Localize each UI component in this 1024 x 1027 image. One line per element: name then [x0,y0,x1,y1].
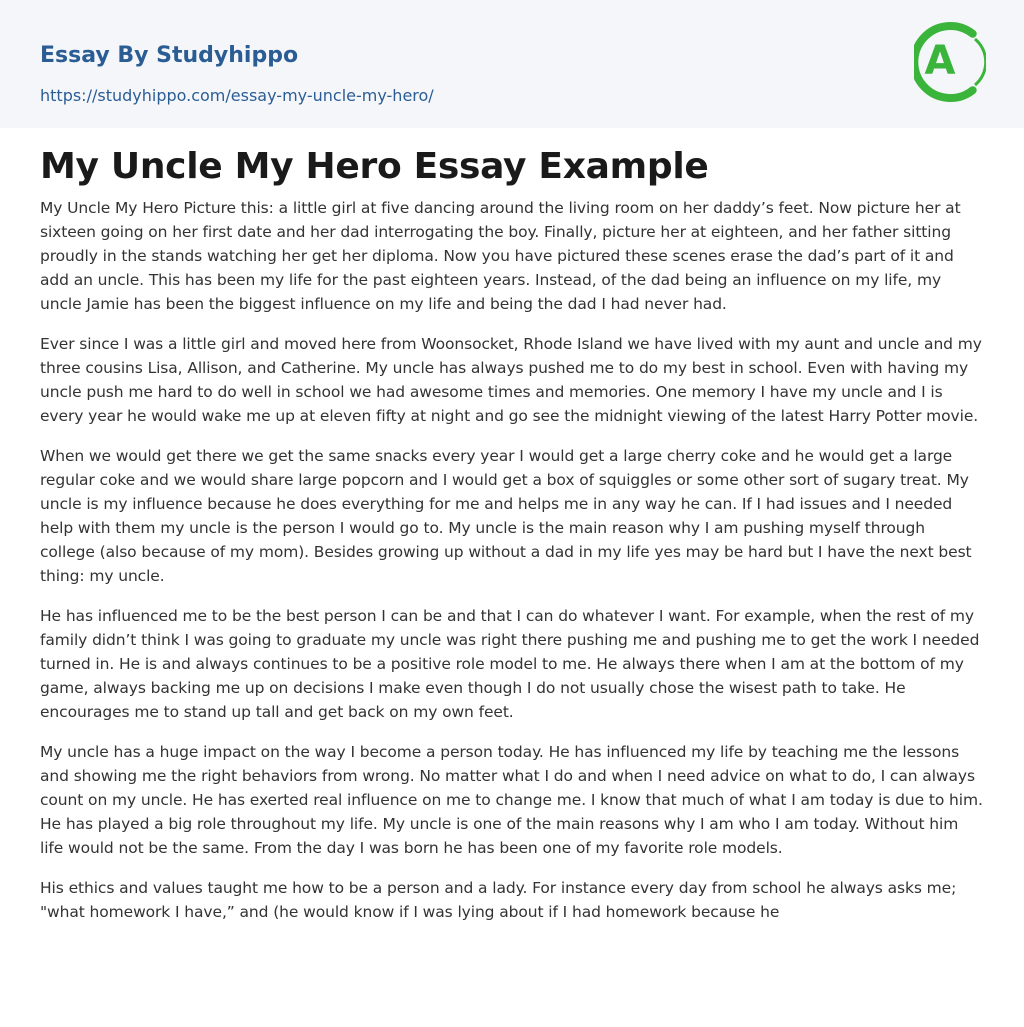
essay-paragraph: He has influenced me to be the best person I can be and that I can do whatever I want. For example, when the rest of my family didn’t think I was going to graduate my uncle was right there pushing me and pushing me to get the work I needed turned in. He is and always continues to be a positive role model to me. He always there when I am at the bottom of my game, always backing me up on decisions I make even though I do not usually chose the wisest path to take. He encourages me to stand up tall and get back on my own feet. [40,607,980,721]
essay-paragraph: My Uncle My Hero Picture this: a little girl at five dancing around the living room on her daddy’s feet. Now picture her at sixteen going on her first date and her dad interrogating the boy. Finally, picture her at eighteen, and her father sitting proudly in the stands watching her get her diploma. Now you have pictured these scenes erase the dad’s part of it and add an uncle. This has been my life for the past eighteen years. Instead, of the dad being an influence on my life, my uncle Jamie has been the biggest influence on my life and being the dad I had never had. [40,199,961,313]
essay-paragraph: Ever since I was a little girl and moved here from Woonsocket, Rhode Island we have lived with my aunt and uncle and my three cousins Lisa, Allison, and Catherine. My uncle has always pushed me to do my best in school. Even with having my uncle push me hard to do well in school we had awesome times and memories. One memory I have my uncle and I is every year he would wake me up at eleven fifty at night and go see the midnight viewing of the latest Harry Potter movie. [40,335,982,425]
site-title[interactable]: Essay By Studyhippo [40,43,299,68]
page-url-link[interactable]: https://studyhippo.com/essay-my-uncle-my-hero/ [40,86,434,105]
essay-body [40,196,984,924]
essay-paragraph: My uncle has a huge impact on the way I become a person today. He has influenced my life by teaching me the lessons and showing me the right behaviors from wrong. No matter what I do and when I need advice on what to do, I can always count on my uncle. He has exerted real influence on me to change me. I know that much of what I am today is due to him. He has played a big role throughout my life. My uncle is one of the main reasons why I am who I am today. Without him life would not be the same. From the day I was born he has been one of my favorite role models. [40,743,983,857]
studyhippo-logo-icon[interactable] [914,20,986,104]
page-title: My Uncle My Hero Essay Example [40,146,709,187]
site-header [0,0,1024,128]
essay-paragraph: When we would get there we get the same snacks every year I would get a large cherry coke and he would get a large regular coke and we would share large popcorn and I would get a box of squiggles or some other sort of sugary treat. My uncle is my influence because he does everything for me and helps me in any way he can. If I had issues and I needed help with them my uncle is the person I would go to. My uncle is the main reason why I am pushing myself through college (also because of my mom). Besides growing up without a dad in my life yes may be hard but I have the next best thing: my uncle. [40,447,972,585]
main-content [0,128,1024,924]
essay-paragraph: His ethics and values taught me how to be a person and a lady. For instance every day from school he always asks me; "what homework I have,” and (he would know if I was lying about if I had homework because he [40,879,957,921]
logo-letter: A [924,38,956,84]
